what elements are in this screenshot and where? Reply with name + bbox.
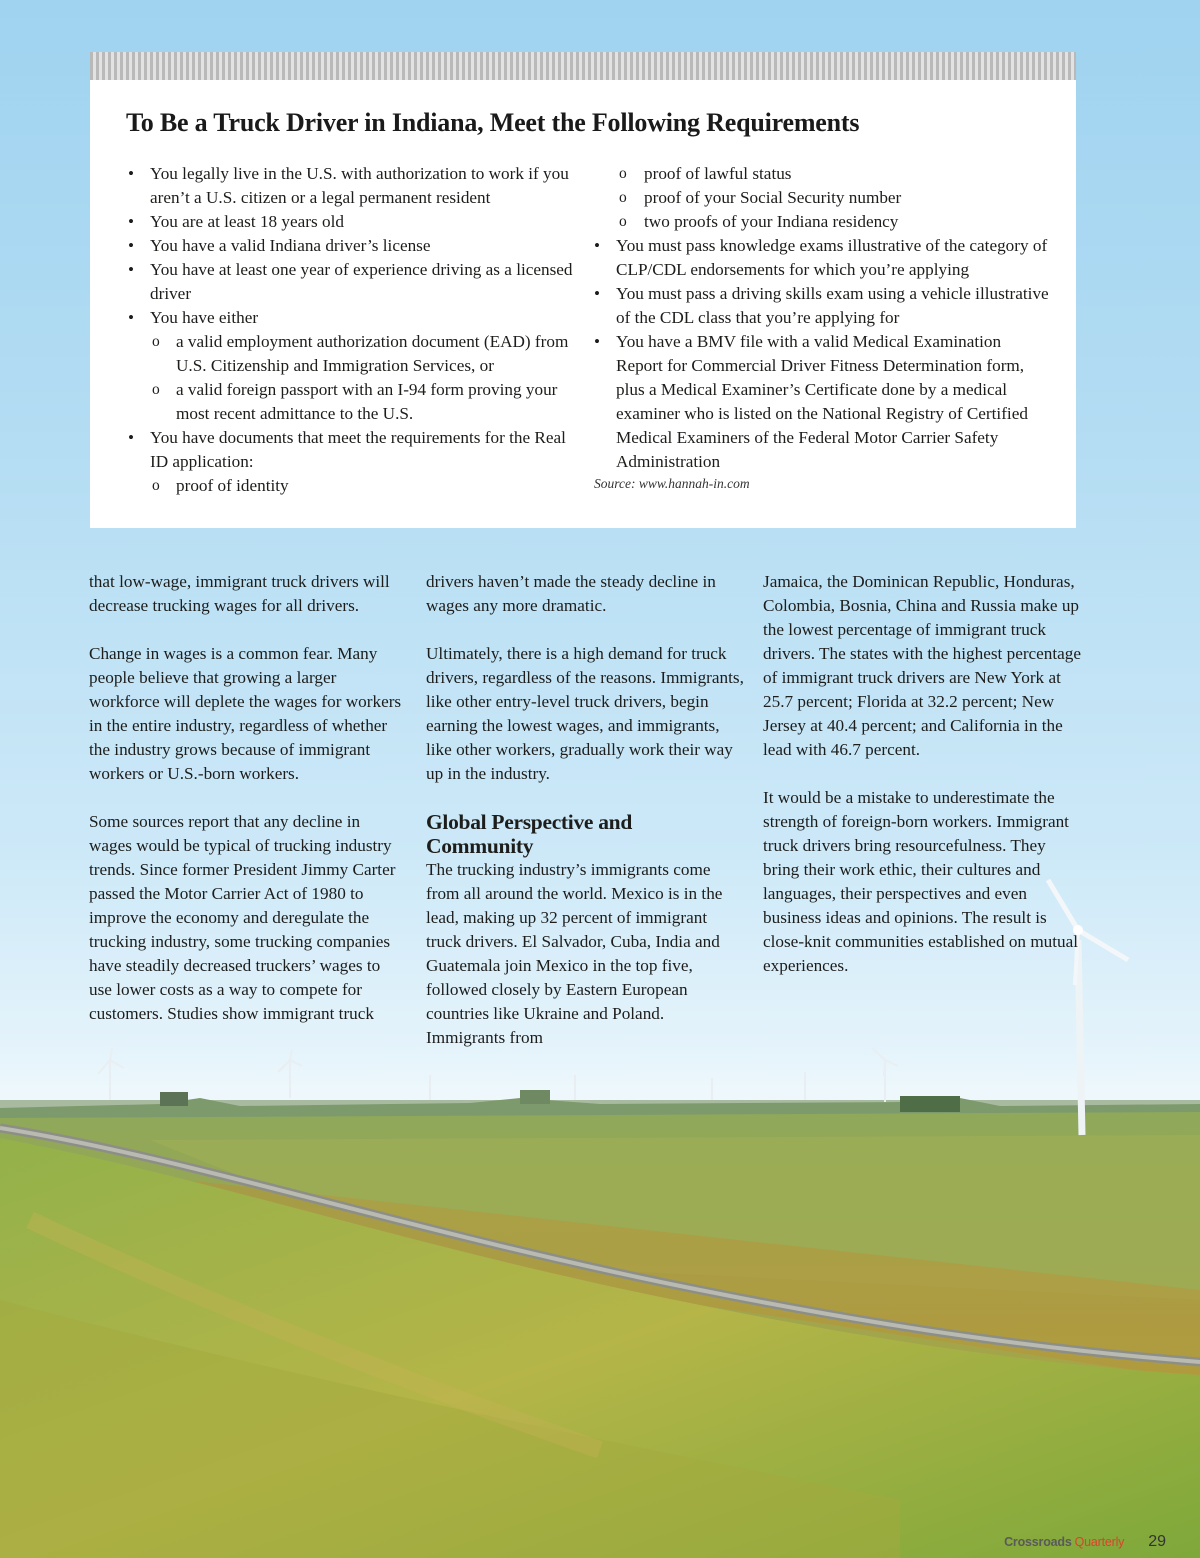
- requirement-text: a valid employment authorization document (EAD) from U.S. Citizenship and Immigration Services, or: [176, 332, 569, 375]
- requirement-item: [126, 258, 586, 306]
- article-paragraph: Some sources report that any decline in wages would be typical of trucking industry trends. Since former President Jimmy Carter passed the Motor Carrier Act of 1980 to improve the economy and deregulate the trucking industry, some trucking companies have steadily decreased truckers’ wages to use lower costs as a way to compete for customers. Studies show immigrant truck: [89, 812, 396, 1023]
- requirement-subitem: [126, 330, 586, 378]
- bullet-marker: •: [594, 284, 601, 303]
- sidebar-title: To Be a Truck Driver in Indiana, Meet the Following Requirements: [126, 108, 860, 137]
- article-paragraph: It would be a mistake to underestimate the strength of foreign-born workers. Immigrant truck drivers bring resourcefulness. They bring their work ethic, their cultures and languages, their perspectives and even business ideas and opinions. The result is close-knit communities established on mutual experiences.: [763, 788, 1079, 975]
- requirement-item: [592, 282, 1052, 330]
- article-column-2: [426, 570, 744, 1074]
- article-paragraph: Jamaica, the Dominican Republic, Honduras, Colombia, Bosnia, China and Russia make up the lowest percentage of immigrant truck drivers. The states with the highest percentage of immigrant truck drivers are New York at 25.7 percent; Florida at 32.2 percent; New Jersey at 40.4 percent; and California in the lead with 46.7 percent.: [763, 572, 1082, 759]
- requirement-text: You have a BMV file with a valid Medical Examination Report for Commercial Driver Fitness Determination form, plus a Medical Examiner’s Certificate done by a medical examiner who is listed on the National Registry of Certified Medical Examiners of the Federal Motor Carrier Safety Administration: [616, 332, 1028, 471]
- bullet-marker: •: [128, 260, 135, 279]
- requirement-text: You are at least 18 years old: [150, 212, 344, 231]
- article-paragraph: drivers haven’t made the steady decline in wages any more dramatic.: [426, 572, 716, 615]
- requirement-subitem: [126, 378, 586, 426]
- requirements-list-right: [592, 162, 1052, 474]
- requirement-subitem: [126, 474, 586, 498]
- requirement-text: two proofs of your Indiana residency: [644, 212, 899, 231]
- requirements-sidebar: [90, 52, 1076, 528]
- requirement-item: [126, 306, 586, 330]
- sub-bullet-marker: o: [619, 165, 627, 182]
- requirement-item: [126, 426, 586, 474]
- bullet-marker: •: [128, 308, 135, 327]
- sub-bullet-marker: o: [619, 189, 627, 206]
- article-paragraph: Ultimately, there is a high demand for truck drivers, regardless of the reasons. Immigrants, like other entry-level truck drivers, begin earning the lowest wages, and immigrants, like other workers, gradually work their way up in the industry.: [426, 644, 744, 783]
- bullet-marker: •: [128, 212, 135, 231]
- sub-bullet-marker: o: [619, 213, 627, 230]
- requirement-subitem: [592, 210, 1052, 234]
- requirement-text: You must pass a driving skills exam using a vehicle illustrative of the CDL class that you’re applying for: [616, 284, 1049, 327]
- requirement-item: [592, 330, 1052, 474]
- article-column-3: [763, 570, 1083, 1002]
- magazine-brand: Crossroads: [1004, 1535, 1072, 1549]
- requirement-subitem: [592, 162, 1052, 186]
- bullet-marker: •: [128, 428, 135, 447]
- article-paragraph: The trucking industry’s immigrants come from all around the world. Mexico is in the lead, making up 32 percent of immigrant truck drivers. El Salvador, Cuba, India and Guatemala join Mexico in the top five, followed closely by Eastern European countries like Ukraine and Poland. Immigrants from: [426, 860, 723, 1047]
- sub-bullet-marker: o: [152, 333, 160, 350]
- sub-bullet-marker: o: [152, 381, 160, 398]
- article-column-1: [89, 570, 407, 1050]
- requirement-text: You must pass knowledge exams illustrative of the category of CLP/CDL endorsements for which you’re applying: [616, 236, 1048, 279]
- requirement-text: You have at least one year of experience driving as a licensed driver: [150, 260, 573, 303]
- bullet-marker: •: [594, 236, 601, 255]
- article-paragraph: Change in wages is a common fear. Many people believe that growing a larger workforce will deplete the wages for workers in the entire industry, regardless of whether the industry grows because of immigrant workers or U.S.-born workers.: [89, 644, 402, 783]
- magazine-brand-accent: Quarterly: [1074, 1535, 1125, 1549]
- sidebar-header-stripe: [90, 52, 1076, 80]
- bullet-marker: •: [594, 332, 601, 351]
- requirement-text: You have a valid Indiana driver’s license: [150, 236, 431, 255]
- bullet-marker: •: [128, 236, 135, 255]
- requirement-item: [126, 162, 586, 210]
- bullet-marker: •: [128, 164, 135, 183]
- requirement-item: [126, 210, 586, 234]
- requirement-text: You have documents that meet the requirements for the Real ID application:: [150, 428, 566, 471]
- page-number: 29: [1148, 1533, 1166, 1550]
- requirement-text: proof of identity: [176, 476, 289, 495]
- requirement-text: You have either: [150, 308, 259, 327]
- requirement-item: [126, 234, 586, 258]
- article-paragraph: that low-wage, immigrant truck drivers will decrease trucking wages for all drivers.: [89, 572, 390, 615]
- requirement-subitem: [592, 186, 1052, 210]
- sidebar-source: Source: www.hannah-in.com: [594, 476, 750, 491]
- sub-bullet-marker: o: [152, 477, 160, 494]
- requirements-list-left: [126, 162, 586, 498]
- page-footer: [1004, 1533, 1166, 1551]
- section-subhead: Global Perspective and Community: [426, 810, 632, 858]
- requirement-text: a valid foreign passport with an I-94 form proving your most recent admittance to the U.S.: [176, 380, 558, 423]
- requirement-text: proof of your Social Security number: [644, 188, 902, 207]
- requirement-item: [592, 234, 1052, 282]
- requirement-text: proof of lawful status: [644, 164, 792, 183]
- requirement-text: You legally live in the U.S. with authorization to work if you aren’t a U.S. citizen or a legal permanent resident: [150, 164, 569, 207]
